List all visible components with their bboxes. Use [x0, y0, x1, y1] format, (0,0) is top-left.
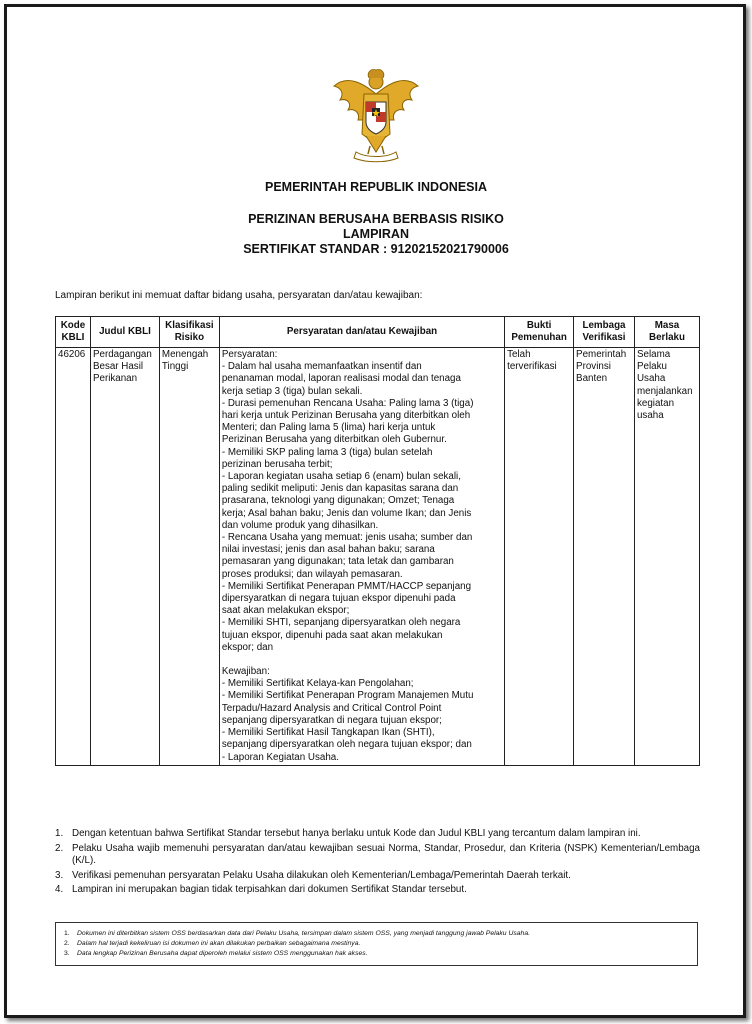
note-number: 1.: [55, 828, 64, 839]
notes-list: [55, 828, 700, 899]
requirement-line: - Memiliki SHTI, sepanjang dipersyaratkan oleh negara: [221, 617, 461, 629]
note-text: Verifikasi pemenuhan persyaratan Pelaku Usaha dilakukan oleh Kementerian/Lembaga/Pemerintah Daerah terkait.: [72, 869, 571, 881]
note-text: Dengan ketentuan bahwa Sertifikat Standar tersebut hanya berlaku untuk Kode dan Judul KBLI yang tercantum dalam lampiran ini.: [72, 828, 641, 839]
col-header-bukti: Bukti Pemenuhan: [505, 317, 574, 348]
col-header-risiko: Klasifikasi Risiko: [159, 317, 219, 348]
requirement-line: ekspor; dan: [221, 641, 274, 653]
requirement-line: kerja; Asal bahan baku; Jenis dan volume Ikan; dan Jenis: [221, 507, 472, 519]
footer-number: 3.: [64, 950, 70, 957]
footer-line: [56, 929, 697, 939]
requirement-line: Terpadu/Hazard Analysis and Critical Control Point: [221, 702, 442, 714]
requirement-line: nilai investasi; jenis dan asal bahan baku; sarana: [221, 544, 435, 556]
garuda-emblem-icon: [326, 64, 426, 164]
requirement-line: - Memiliki SKP paling lama 3 (tiga) bulan setelah: [221, 446, 433, 458]
cell-risiko: Menengah Tinggi: [159, 348, 219, 766]
footer-number: 1.: [64, 930, 70, 937]
title-line-1: PERIZINAN BERUSAHA BERBASIS RISIKO: [248, 212, 504, 226]
requirement-line: saat akan melakukan ekspor;: [221, 605, 350, 617]
requirement-line: - Rencana Usaha yang memuat: jenis usaha; sumber dan: [221, 532, 473, 544]
col-header-lembaga: Lembaga Verifikasi: [574, 317, 635, 348]
requirement-line: - Laporan Kegiatan Usaha.: [221, 751, 339, 763]
footer-line: [56, 949, 697, 959]
requirement-line: Persyaratan:: [221, 349, 278, 360]
col-header-kode: Kode KBLI: [56, 317, 91, 348]
requirement-line: dan volume produk yang dihasilkan.: [221, 519, 379, 531]
requirement-line: penanaman modal, laporan realisasi modal dan tenaga: [221, 373, 461, 385]
government-heading: PEMERINTAH REPUBLIK INDONESIA: [264, 180, 487, 194]
requirement-line: kerja setiap 3 (tiga) bulan sekali.: [221, 385, 363, 397]
note-number: 2.: [55, 842, 64, 854]
note-item: [55, 843, 700, 868]
cell-judul: Perdagangan Besar Hasil Perikanan: [90, 348, 159, 766]
cell-kode: 46206: [56, 348, 91, 766]
cell-lembaga: Pemerintah Provinsi Banten: [574, 348, 635, 766]
requirement-line: Menteri; dan Paling lama 5 (lima) hari kerja untuk: [221, 422, 436, 434]
table-header-row: [56, 317, 700, 348]
requirement-line: pemasaran yang digunakan; tata letak dan gambaran: [221, 556, 454, 568]
table-row: [56, 348, 700, 766]
requirement-line: sepanjang dipersyaratkan di negara tujuan ekspor;: [221, 714, 442, 726]
footer-line: [56, 939, 697, 949]
requirement-line: paling sedikit meliputi: Jenis dan kapasitas sarana dan: [221, 483, 459, 495]
requirement-line: - Laporan kegiatan usaha setiap 6 (enam) bulan sekali,: [221, 471, 461, 483]
col-header-masa: Masa Berlaku: [634, 317, 699, 348]
footer-text: Dalam hal terjadi kekeliruan isi dokumen ini akan dilakukan perbaikan sebagaimana mestinya.: [77, 940, 361, 947]
requirement-line: tujuan ekspor, dipenuhi pada saat akan melakukan: [221, 629, 443, 641]
note-number: 4.: [55, 884, 64, 895]
kbli-table: [55, 316, 700, 766]
note-item: [55, 884, 700, 897]
footer-text: Dokumen ini diterbitkan sistem OSS berdasarkan data dari Pelaku Usaha, tersimpan dalam sistem OSS, yang menjadi tanggung jawab Pelaku Usaha.: [77, 930, 530, 937]
note-item: [55, 828, 700, 841]
requirement-line: - Memiliki Sertifikat Hasil Tangkapan Ikan (SHTI),: [221, 727, 435, 739]
requirement-line: prasarana, teknologi yang digunakan; Omzet; Tenaga: [221, 495, 455, 507]
requirement-line: perizinan berusaha terbit;: [221, 458, 333, 470]
note-text: Lampiran ini merupakan bagian tidak terpisahkan dari dokumen Sertifikat Standar tersebut.: [72, 884, 467, 895]
footer-number: 2.: [64, 940, 70, 947]
requirement-line: Kewajiban:: [221, 666, 270, 678]
intro-text: Lampiran berikut ini memuat daftar bidang usaha, persyaratan dan/atau kewajiban:: [55, 290, 423, 301]
document-title-block: [0, 212, 752, 257]
note-number: 3.: [55, 869, 64, 881]
note-item: [55, 870, 700, 883]
requirement-line: dipersyaratkan di negara tujuan ekspor dipenuhi pada: [221, 593, 456, 605]
section-gap: [222, 654, 502, 666]
note-text: Pelaku Usaha wajib memenuhi persyaratan dan/atau kewajiban sesuai Norma, Standar, Prosedur, dan Kriteria (NSPK) Kementerian/Lembaga (K/L).: [72, 842, 700, 866]
requirement-line: sepanjang dipersyaratkan oleh negara tujuan ekspor; dan: [221, 739, 472, 751]
col-header-persyaratan: Persyaratan dan/atau Kewajiban: [219, 317, 504, 348]
footer-text: Data lengkap Perizinan Berusaha dapat diperoleh melalui sistem OSS menggunakan hak akses.: [77, 950, 368, 957]
footer-disclaimer-box: [55, 922, 698, 966]
persyaratan-list: [222, 349, 502, 654]
requirement-line: hari kerja untuk Perizinan Berusaha yang diterbitkan oleh: [221, 410, 471, 422]
kewajiban-list: [222, 666, 502, 764]
cell-persyaratan: [219, 348, 504, 766]
cell-bukti: Telah terverifikasi: [505, 348, 574, 766]
cell-masa: Selama Pelaku Usaha menjalankan kegiatan usaha: [634, 348, 699, 766]
requirement-line: Perizinan Berusaha yang diterbitkan oleh Gubernur.: [221, 434, 447, 446]
requirement-line: - Memiliki Sertifikat Penerapan PMMT/HACCP sepanjang: [221, 580, 472, 592]
title-line-2: LAMPIRAN: [343, 227, 409, 241]
requirement-line: - Dalam hal usaha memanfaatkan insentif dan: [221, 361, 422, 373]
requirement-line: - Memiliki Sertifikat Kelaya-kan Pengolahan;: [221, 678, 414, 690]
requirement-line: - Memiliki Sertifikat Penerapan Program Manajemen Mutu: [221, 690, 474, 702]
certificate-number-title: SERTIFIKAT STANDAR : 91202152021790006: [243, 242, 509, 256]
requirement-line: proses produksi; dan wilayah pemasaran.: [221, 568, 403, 580]
requirement-line: - Durasi pemenuhan Rencana Usaha: Paling lama 3 (tiga): [221, 397, 474, 409]
col-header-judul: Judul KBLI: [90, 317, 159, 348]
